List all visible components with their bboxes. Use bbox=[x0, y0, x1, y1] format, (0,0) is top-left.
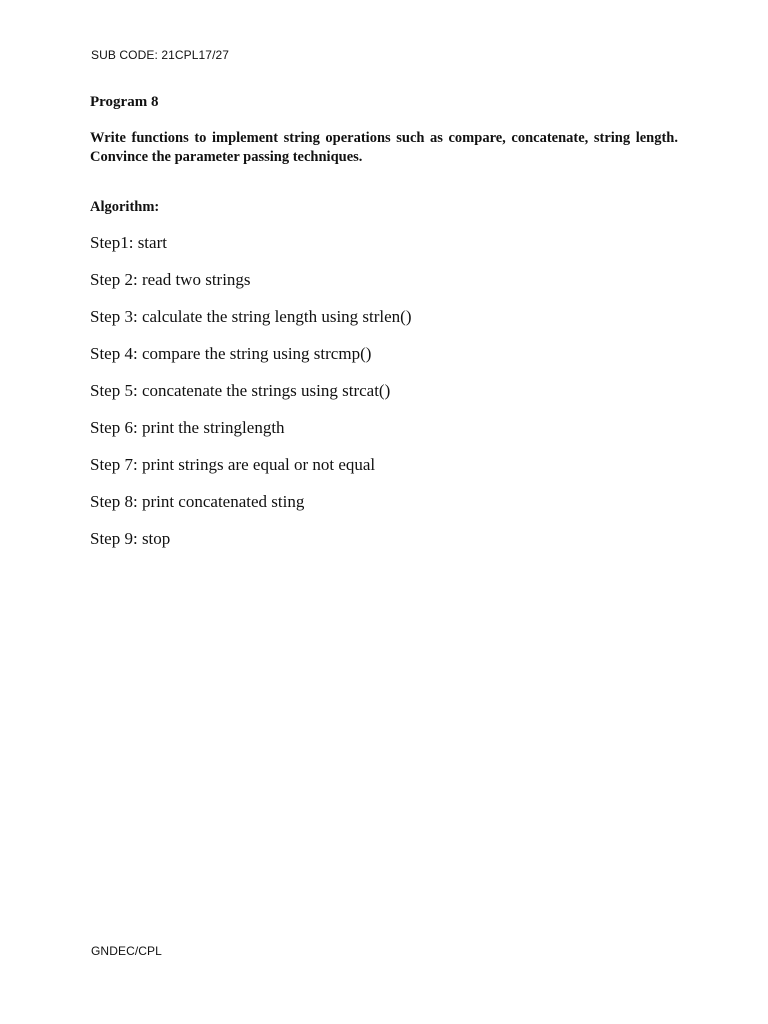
algorithm-step-1: Step1: start bbox=[90, 233, 167, 252]
algorithm-step-4: Step 4: compare the string using strcmp() bbox=[90, 344, 372, 363]
algorithm-step-5: Step 5: concatenate the strings using strcat() bbox=[90, 381, 391, 400]
algorithm-step-9: Step 9: stop bbox=[90, 529, 171, 548]
algorithm-steps bbox=[90, 233, 412, 566]
algorithm-step-6: Step 6: print the stringlength bbox=[90, 418, 285, 437]
footer-label: GNDEC/CPL bbox=[91, 944, 162, 958]
task-description: Write functions to implement string operations such as compare, concatenate, string length. Convince the parameter passing techniques. bbox=[90, 130, 678, 165]
sub-code-header: SUB CODE: 21CPL17/27 bbox=[91, 48, 230, 62]
algorithm-step-7: Step 7: print strings are equal or not equal bbox=[90, 455, 376, 474]
algorithm-step-8: Step 8: print concatenated sting bbox=[90, 492, 305, 511]
algorithm-heading: Algorithm: bbox=[90, 199, 160, 215]
algorithm-step-2: Step 2: read two strings bbox=[90, 270, 251, 289]
algorithm-step-3: Step 3: calculate the string length using strlen() bbox=[90, 307, 412, 326]
program-title: Program 8 bbox=[90, 94, 159, 110]
